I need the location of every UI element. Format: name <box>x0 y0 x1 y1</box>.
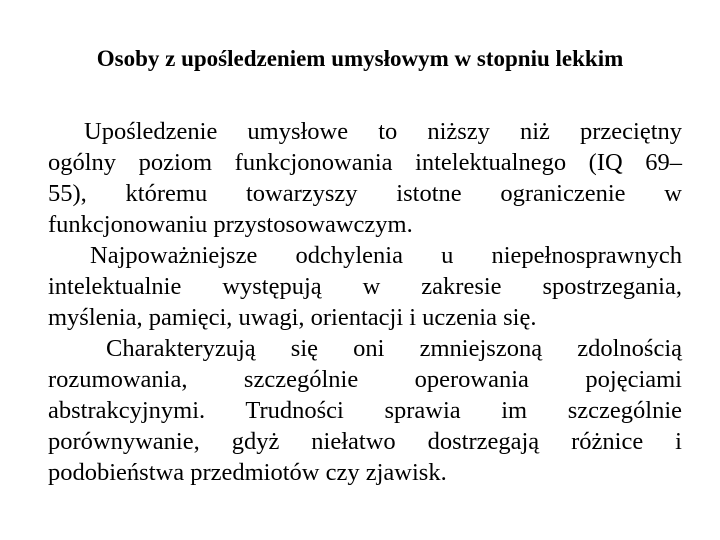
paragraph-deviations <box>48 240 682 333</box>
slide-body <box>48 116 682 488</box>
text-line: porównywanie, gdyż niełatwo dostrzegają różnice i <box>48 428 682 455</box>
paragraph-characteristics <box>48 333 682 488</box>
text-line: ogólny poziom funkcjonowania intelektualnego (IQ 69– <box>48 149 682 176</box>
text-line: Upośledzenie umysłowe to niższy niż przeciętny <box>84 118 682 145</box>
text-line: abstrakcyjnymi. Trudności sprawia im szczególnie <box>48 397 682 424</box>
text-line: Najpoważniejsze odchylenia u niepełnosprawnych <box>90 242 682 269</box>
text-line: myślenia, pamięci, uwagi, orientacji i uczenia się. <box>48 304 537 331</box>
paragraph-definition <box>48 116 682 240</box>
slide-title: Osoby z upośledzeniem umysłowym w stopniu lekkim <box>96 46 624 71</box>
text-line: intelektualnie występują w zakresie spostrzegania, <box>48 273 682 300</box>
text-line: funkcjonowaniu przystosowawczym. <box>48 211 413 238</box>
text-line: 55), któremu towarzyszy istotne ograniczenie w <box>48 180 682 207</box>
text-line: Charakteryzują się oni zmniejszoną zdolnością <box>106 335 682 362</box>
text-line: rozumowania, szczególnie operowania pojęciami <box>48 366 682 393</box>
text-line: podobieństwa przedmiotów czy zjawisk. <box>48 459 447 486</box>
